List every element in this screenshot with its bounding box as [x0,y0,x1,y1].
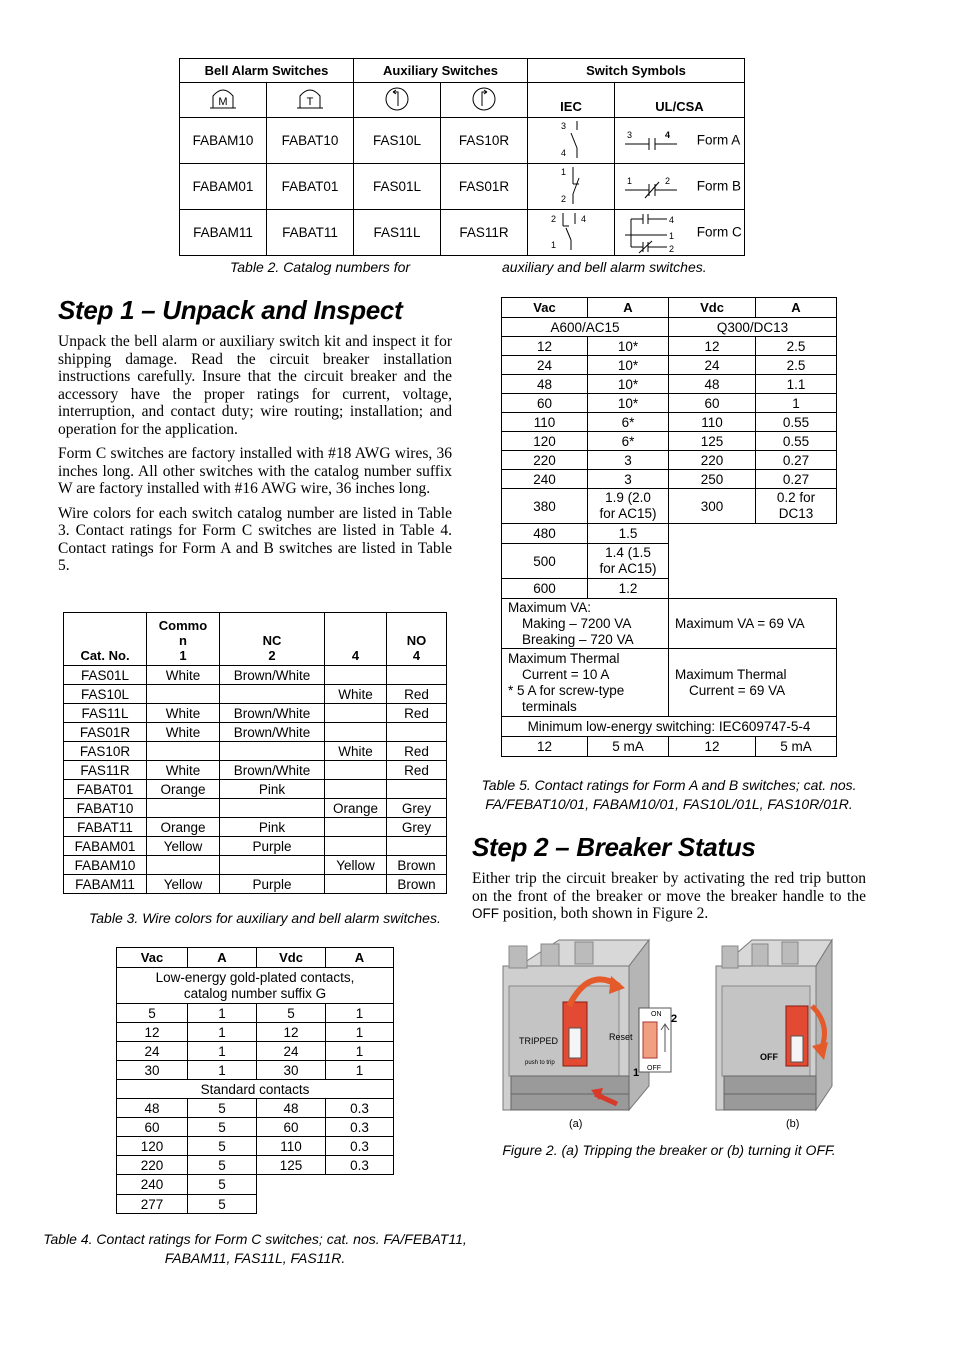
table-row [117,1175,394,1195]
iec-form-b-symbol [528,164,615,210]
table-row [64,666,447,685]
cell: 240 [502,470,588,489]
cell: 0.55 [756,432,837,451]
catalog-cell: FABAT01 [267,164,354,210]
cell: White [325,742,387,761]
category-label: Q300/DC13 [669,318,837,337]
figure-b-label: (b) [786,1118,800,1130]
cell [325,666,387,685]
catalog-cell: FAS10R [441,118,528,164]
table-row [502,451,837,470]
cell: 1.2 [588,579,669,599]
col-header: Vdc [669,298,756,318]
svg-text:ON: ON [651,1011,662,1018]
cell: 10* [588,337,669,356]
catalog-cell: FABAM10 [180,118,267,164]
cell: 380 [502,489,588,524]
svg-text:2: 2 [551,214,557,224]
svg-text:1: 1 [627,175,633,186]
figure-a-breaker [499,936,699,1116]
cell: 0.3 [326,1156,394,1175]
cell [147,742,220,761]
catalog-cell: FAS10L [354,118,441,164]
cell [220,742,325,761]
caption-line: Table 4. Contact ratings for Form C switches; cat. nos. FA/FEBAT11, [43,1231,467,1247]
cell: Orange [325,799,387,818]
cell: 250 [669,470,756,489]
cell: Purple [220,875,325,894]
cell: Yellow [325,856,387,875]
cell: 125 [669,432,756,451]
svg-text:3: 3 [561,121,567,131]
cell: 1.1 [756,375,837,394]
cell [325,818,387,837]
cell: 1 [188,1004,257,1023]
cell: Red [387,704,447,723]
cell: 2.5 [756,356,837,375]
cell: 5 [188,1099,257,1118]
col-header: Vac [502,298,588,318]
cell: 1 [188,1042,257,1061]
cell: 5 mA [756,737,837,757]
cell: 240 [117,1175,188,1195]
ul-form-a-symbol [615,118,745,164]
cell: Brown/White [220,704,325,723]
cell [147,856,220,875]
table-row [502,649,837,717]
cell: 48 [117,1099,188,1118]
col-header: A [188,948,257,968]
cell: Orange [147,780,220,799]
svg-text:2: 2 [669,243,675,254]
table-row [64,875,447,894]
bell-t-icon [267,83,354,118]
table-row [117,1042,394,1061]
table-row [117,1118,394,1137]
col-header: A [756,298,837,318]
catalog-cell: FAS11L [354,210,441,256]
table-row [502,394,837,413]
table-row [502,337,837,356]
svg-text:2: 2 [665,175,671,186]
section-label: Standard contacts [117,1080,394,1099]
cell: Grey [387,818,447,837]
svg-text:1: 1 [551,240,557,250]
cell [387,723,447,742]
cell: FABAT11 [64,818,147,837]
cell: 60 [117,1118,188,1137]
catalog-cell: FABAM11 [180,210,267,256]
cell: 5 [188,1137,257,1156]
step1-paragraph: Unpack the bell alarm or auxiliary switch kit and inspect it for shipping damage. Read the circuit breaker installation instructions carefully. Insure that the circuit breaker and the accessory have the proper ratings for current, voltage, interruption, and contact duty; wire routing; installation; and operation for the application. [58,333,452,438]
form-label: Form C [696,224,742,240]
cell: FABAM01 [64,837,147,856]
col-header: Vac [117,948,188,968]
cell: FAS01L [64,666,147,685]
cell: 24 [117,1042,188,1061]
cell: Red [387,685,447,704]
cell: Brown/White [220,666,325,685]
cell: 120 [502,432,588,451]
caption-line: FA/FEBAT10/01, FABAM10/01, FAS10L/01L, FAS10R/01R. [485,796,853,812]
cell: 10* [588,356,669,375]
wire-colors-table [63,612,447,894]
cell: 6* [588,432,669,451]
cell [325,761,387,780]
step1-body [58,333,452,582]
svg-text:4: 4 [665,129,671,140]
form-label: Form A [696,132,741,148]
svg-text:push to trip: push to trip [525,1060,555,1066]
cell: 600 [502,579,588,599]
cell: 1.5 [588,524,669,544]
cell: 60 [257,1118,326,1137]
cell: 10* [588,394,669,413]
cell: 5 mA [588,737,669,757]
cell [325,875,387,894]
col-header: 4 [325,613,387,666]
cell: Red [387,742,447,761]
cell: 24 [502,356,588,375]
cell: 12 [502,337,588,356]
catalog-cell: FABAM01 [180,164,267,210]
table-row [502,489,837,524]
svg-text:2: 2 [671,1013,678,1025]
cell [147,685,220,704]
col-header: NO 4 [387,613,447,666]
cell [387,837,447,856]
cell [147,799,220,818]
ulcsa-header: UL/CSA [615,83,745,118]
table-row [64,704,447,723]
cell [325,704,387,723]
table-row [64,742,447,761]
category-label: A600/AC15 [502,318,669,337]
svg-text:1: 1 [633,1067,640,1079]
empty-cell [669,524,837,599]
cell: FAS11L [64,704,147,723]
cell: 0.27 [756,451,837,470]
cell: 1 [326,1004,394,1023]
cell: 60 [502,394,588,413]
step1-paragraph: Wire colors for each switch catalog number are listed in Table 3. Contact ratings for Form C switches are listed in Table 4. Contact ratings for Form A and B switches are listed in Table 5. [58,504,452,574]
cell: FABAT10 [64,799,147,818]
cell: 5 [188,1175,257,1195]
cell: Pink [220,818,325,837]
table2-caption-right: auxiliary and bell alarm switches. [502,259,707,275]
svg-text:Reset: Reset [609,1032,633,1042]
table-row [117,1004,394,1023]
table-row [180,118,745,164]
step2-body: Either trip the circuit breaker by activating the red trip button on the front of the breaker or move the breaker handle to the OFF position, both shown in Figure 2. [472,870,866,922]
cell: 1 [326,1042,394,1061]
figure-b-breaker [712,936,842,1116]
svg-text:M: M [218,95,228,108]
table-row [64,799,447,818]
table2-caption-left: Table 2. Catalog numbers for [230,259,411,275]
cell: Brown/White [220,723,325,742]
cell: FABAT01 [64,780,147,799]
cell: 10* [588,375,669,394]
cell [387,780,447,799]
table3-caption: Table 3. Wire colors for auxiliary and bell alarm switches. [89,910,441,926]
svg-text:2: 2 [561,194,567,204]
iec-form-c-symbol [528,210,615,256]
svg-text:T: T [306,95,314,108]
table-row [180,210,745,256]
cell [220,799,325,818]
table-row [117,1023,394,1042]
cell: Brown [387,856,447,875]
cell: 5 [188,1118,257,1137]
cell: 220 [117,1156,188,1175]
table-row [502,524,837,544]
section-label: Low-energy gold-plated contacts, catalog number suffix G [117,968,394,1004]
svg-text:4: 4 [581,214,587,224]
table-row [64,723,447,742]
max-va-cell: Maximum VA = 69 VA [669,599,837,649]
cell: 12 [117,1023,188,1042]
cell: Grey [387,799,447,818]
cell: 220 [669,451,756,470]
aux-right-icon [441,83,528,118]
bell-m-icon [180,83,267,118]
col-header: A [326,948,394,968]
svg-text:OFF: OFF [647,1065,661,1072]
iec-header: IEC [528,83,615,118]
cell: 5 [117,1004,188,1023]
cell: 5 [257,1004,326,1023]
table-row [502,356,837,375]
cell: 500 [502,544,588,579]
cell: FAS01R [64,723,147,742]
cell [387,666,447,685]
table-row [117,1137,394,1156]
aux-left-icon [354,83,441,118]
ul-form-c-symbol [615,210,745,256]
cell: FABAM11 [64,875,147,894]
cell: 0.55 [756,413,837,432]
cell: 110 [502,413,588,432]
cell: Brown [387,875,447,894]
table-row [502,432,837,451]
cell [220,856,325,875]
cell [220,685,325,704]
cell: 0.3 [326,1137,394,1156]
form-ab-ratings-table [501,297,837,757]
step1-title: Step 1 – Unpack and Inspect [58,295,403,325]
cell: 5 [188,1156,257,1175]
cell: 30 [257,1061,326,1080]
catalog-cell: FAS01L [354,164,441,210]
col-header: NC 2 [220,613,325,666]
cell: 12 [502,737,588,757]
cell [325,780,387,799]
cell: 0.27 [756,470,837,489]
form-c-ratings-table [116,947,394,1214]
max-va-cell: Maximum VA: Making – 7200 VA Breaking – 720 VA [502,599,669,649]
cell: Orange [147,818,220,837]
cell: Yellow [147,837,220,856]
cell: 48 [669,375,756,394]
cell: 24 [669,356,756,375]
form-label: Form B [696,178,742,194]
col-header: Cat. No. [64,613,147,666]
bell-alarm-header: Bell Alarm Switches [180,59,354,83]
catalog-cell: FAS11R [441,210,528,256]
step2-title: Step 2 – Breaker Status [472,832,756,862]
cell: 120 [117,1137,188,1156]
cell: 3 [588,470,669,489]
cell: 3 [588,451,669,470]
cell: Yellow [147,875,220,894]
table-row [117,1061,394,1080]
table-row [180,164,745,210]
cell: 12 [257,1023,326,1042]
cell: 1 [756,394,837,413]
catalog-cell: FAS01R [441,164,528,210]
thermal-cell: Maximum Thermal Current = 10 A * 5 A for screw-type terminals [502,649,669,717]
cell: 110 [257,1137,326,1156]
figure-a-label: (a) [569,1118,583,1130]
svg-text:4: 4 [561,148,567,158]
table-row [64,837,447,856]
cell: 1 [188,1061,257,1080]
cell: 24 [257,1042,326,1061]
figure2-caption: Figure 2. (a) Tripping the breaker or (b) turning it OFF. [502,1142,836,1158]
empty-cell [257,1175,394,1214]
table5-caption [472,776,866,814]
catalog-cell: FABAT10 [267,118,354,164]
cell: White [147,704,220,723]
cell [325,723,387,742]
svg-text:TRIPPED: TRIPPED [519,1036,559,1046]
cell: 48 [257,1099,326,1118]
catalog-cell: FABAT11 [267,210,354,256]
table-row [502,413,837,432]
cell: 6* [588,413,669,432]
cell: 0.3 [326,1118,394,1137]
auxiliary-header: Auxiliary Switches [354,59,528,83]
thermal-cell: Maximum Thermal Current = 69 VA [669,649,837,717]
cell: 0.3 [326,1099,394,1118]
svg-text:3: 3 [627,129,633,140]
cell: 12 [669,337,756,356]
cell: FABAM10 [64,856,147,875]
cell: 2.5 [756,337,837,356]
cell: 0.2 for DC13 [756,489,837,524]
table-row [502,375,837,394]
caption-line: FABAM11, FAS11L, FAS11R. [164,1250,346,1266]
cell: 1.9 (2.0 for AC15) [588,489,669,524]
cell: 480 [502,524,588,544]
cell: FAS10L [64,685,147,704]
svg-text:1: 1 [669,230,675,241]
iec-form-a-symbol [528,118,615,164]
low-energy-note: Minimum low-energy switching: IEC609747-5-4 [502,717,837,737]
cell: 125 [257,1156,326,1175]
cell: White [147,761,220,780]
svg-text:4: 4 [669,214,675,225]
table-row [64,780,447,799]
table-row [64,761,447,780]
table-row [117,1099,394,1118]
step1-paragraph: Form C switches are factory installed with #18 AWG wires, 36 inches long. All other switches with the catalog number suffix W are factory installed with #16 AWG wire, 36 inches long. [58,445,452,497]
table-row [502,470,837,489]
table-row [64,685,447,704]
table-row [64,856,447,875]
cell: 48 [502,375,588,394]
col-header: Commo n 1 [147,613,220,666]
cell: 12 [669,737,756,757]
cell: 1 [188,1023,257,1042]
cell: 30 [117,1061,188,1080]
cell: 110 [669,413,756,432]
cell: White [325,685,387,704]
cell: 1 [326,1061,394,1080]
cell: Red [387,761,447,780]
cell: FAS10R [64,742,147,761]
cell: Brown/White [220,761,325,780]
table-row [117,1156,394,1175]
switch-symbols-header: Switch Symbols [528,59,745,83]
cell: White [147,723,220,742]
table-row [502,599,837,649]
table-row [502,737,837,757]
cell: 1.4 (1.5 for AC15) [588,544,669,579]
cell: 60 [669,394,756,413]
cell: 277 [117,1195,188,1214]
cell [325,837,387,856]
cell: White [147,666,220,685]
svg-text:OFF: OFF [760,1052,778,1062]
cell: 1 [326,1023,394,1042]
cell: 300 [669,489,756,524]
table4-caption [40,1230,470,1268]
cell: FAS11R [64,761,147,780]
cell: 5 [188,1195,257,1214]
cell: Pink [220,780,325,799]
caption-line: Table 5. Contact ratings for Form A and B switches; cat. nos. [481,777,857,793]
cell: Purple [220,837,325,856]
col-header: A [588,298,669,318]
ul-form-b-symbol [615,164,745,210]
table-row [64,818,447,837]
col-header: Vdc [257,948,326,968]
svg-text:1: 1 [561,167,567,177]
cell: 220 [502,451,588,470]
catalog-table [179,58,745,256]
